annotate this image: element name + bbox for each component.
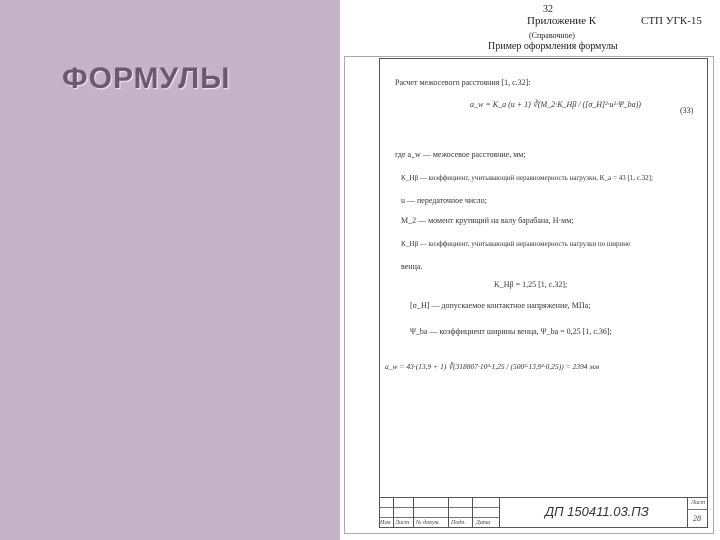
doc-line: K_Hβ = 1,25 [1, с.32]; [494,280,568,289]
doc-line: K_Hβ — коэффициент, учитывающий неравномерность нагрузки, K_a = 43 [1, с.32]; [401,174,653,182]
document-code: ДП 150411.03.ПЗ [545,504,649,519]
doc-line: венца. [401,262,423,271]
doc-line: u — передаточное число; [401,196,487,205]
formula-main: a_w = K_a (u + 1) ∛(M_2·K_Hβ / ([σ_H]²·u²·Ψ_ba)) [470,100,641,109]
title-block-line [379,507,499,508]
appendix-note: (Справочное) [529,31,575,40]
left-panel [0,0,340,540]
drawing-frame [379,58,708,528]
title-block-line [379,517,499,518]
title-block-divider [499,497,500,528]
example-title: Пример оформления формулы [488,41,618,52]
formula-result: a_w = 43·(13,9 + 1) ∛(318807·10³·1,25 / (500²·13,9²·0,25)) = 2394 мм [385,362,599,371]
doc-line: K_Hβ — коэффициент, учитывающий неравномерность нагрузки по ширине [401,240,631,248]
page-number: 32 [543,4,553,15]
stamp-label: Дата [476,520,491,526]
title-block-divider [687,497,688,528]
slide-title: ФОРМУЛЫ [62,62,231,95]
title-block-divider [393,497,394,528]
stamp-label: Подп. [451,520,466,526]
doc-line: [σ_H] — допускаемое контактное напряжение, МПа; [410,301,591,310]
stamp-label: № докум. [416,520,440,526]
stamp-label: Изм [380,520,391,526]
doc-line: M_2 — момент крутящий на валу барабана, Н·мм; [401,216,574,225]
appendix-title: Приложение К [527,15,597,27]
sheet-number: 28 [693,514,701,523]
standard-code: СТП УГК-15 [641,15,702,27]
title-block-divider [472,497,473,528]
doc-line: Расчет межосевого расстояния [1, с.32]: [395,78,531,87]
doc-line: где a_w — межосевое расстояние, мм; [395,150,526,159]
doc-line: Ψ_ba — коэффициент ширины венца, Ψ_ba = 0,25 [1, с.36]; [410,327,612,336]
title-block-divider [413,497,414,528]
formula-number: (33) [680,106,694,115]
title-block-divider [448,497,449,528]
stamp-label: Лист [395,520,410,526]
sheet-label: Лист [691,500,706,506]
title-block-line [687,509,708,510]
